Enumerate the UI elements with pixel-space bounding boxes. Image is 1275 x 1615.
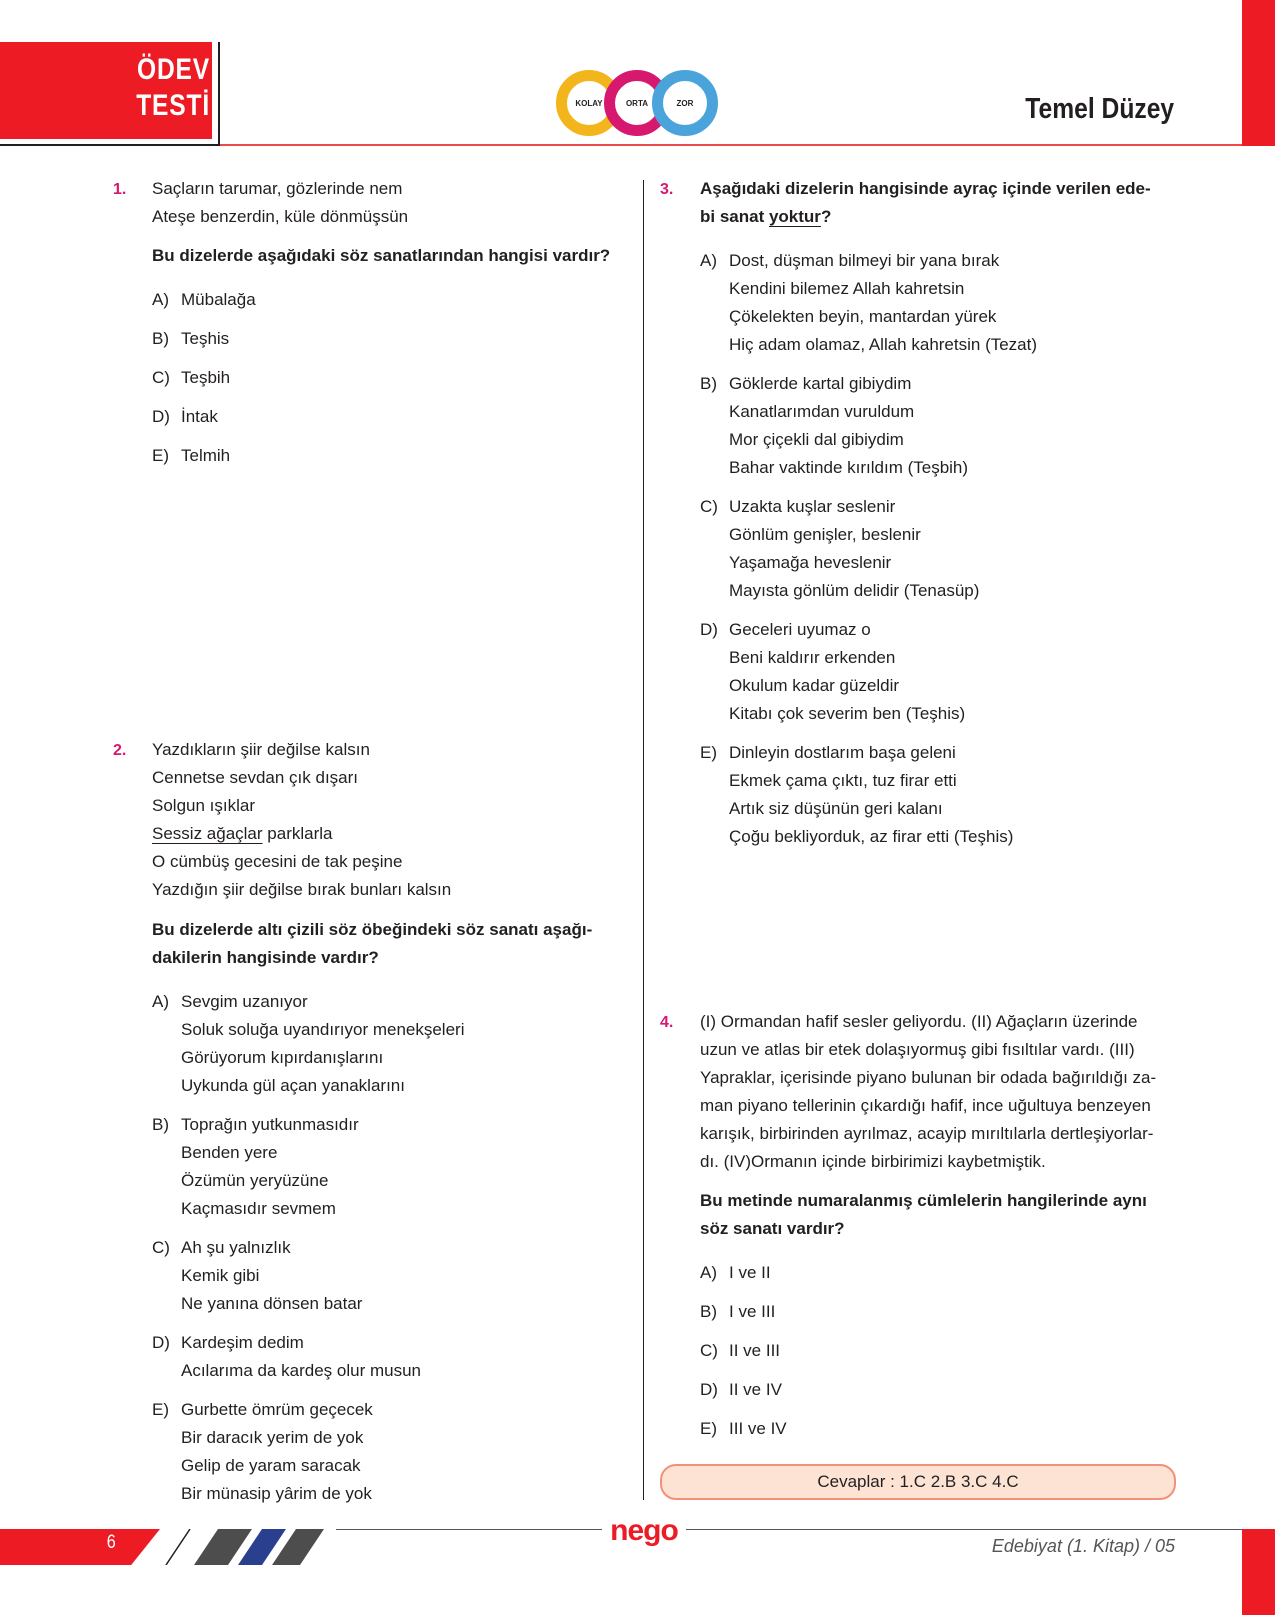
option-line: Ah şu yalnızlık bbox=[181, 1238, 291, 1257]
question-number: 4. bbox=[660, 1014, 674, 1031]
option-line: Bahar vaktinde kırıldım (Teşbih) bbox=[729, 458, 969, 477]
question-prompt: Bu metinde numaralanmış cümlelerin hangilerinde aynı bbox=[700, 1191, 1147, 1210]
right-edge-bar-top bbox=[1242, 0, 1275, 146]
option-line: Mor çiçekli dal gibiydim bbox=[729, 430, 904, 449]
stem-line: Cennetse sevdan çık dışarı bbox=[152, 768, 359, 787]
option-letter: D) bbox=[700, 620, 718, 639]
option-line: Görüyorum kıpırdanışlarını bbox=[181, 1048, 384, 1067]
stem-line-rest: parklarla bbox=[262, 824, 333, 843]
option-line: Dinleyin dostlarım başa geleni bbox=[729, 743, 956, 762]
passage-line: karışık, birbirinden ayrılmaz, acayip mırıltılarla dertleşiyorlar- bbox=[700, 1124, 1154, 1143]
option-letter: B) bbox=[700, 374, 717, 393]
question-prompt: dakilerin hangisinde vardır? bbox=[152, 948, 379, 967]
right-edge-bar-bottom bbox=[1242, 1529, 1275, 1615]
option-letter: A) bbox=[700, 1263, 717, 1282]
option-letter: A) bbox=[152, 992, 169, 1011]
option-letter: E) bbox=[700, 743, 717, 762]
option-line: Bir daracık yerim de yok bbox=[181, 1428, 364, 1447]
publisher-logo-text: nego bbox=[610, 1514, 678, 1547]
option-line: Kendini bilemez Allah kahretsin bbox=[729, 279, 965, 298]
question-number: 3. bbox=[660, 181, 674, 198]
ring-zor: ZOR bbox=[652, 70, 718, 136]
option-text: Teşhis bbox=[181, 329, 230, 348]
stem-line: Ateşe benzerdin, küle dönmüşsün bbox=[152, 207, 409, 226]
publisher-logo bbox=[602, 1513, 686, 1549]
header-rule-dark bbox=[0, 144, 220, 146]
option-letter: E) bbox=[700, 1419, 717, 1438]
option-line: Dost, düşman bilmeyi bir yana bırak bbox=[729, 251, 1000, 270]
option-text: III ve IV bbox=[729, 1419, 787, 1438]
underlined-word: yoktur bbox=[768, 207, 821, 226]
option-line: Ekmek çama çıktı, tuz firar etti bbox=[729, 771, 957, 790]
option-line: Sevgim uzanıyor bbox=[181, 992, 308, 1011]
option-line: Uzakta kuşlar seslenir bbox=[729, 497, 896, 516]
ring-kolay: KOLAY bbox=[556, 70, 622, 136]
question-number: 2. bbox=[113, 742, 127, 759]
footer-page-tab bbox=[0, 1529, 160, 1565]
difficulty-rings bbox=[556, 70, 720, 136]
option-line: Toprağın yutkunmasıdır bbox=[181, 1115, 359, 1134]
option-line: Ne yanına dönsen batar bbox=[181, 1294, 363, 1313]
option-line: Mayısta gönlüm delidir (Tenasüp) bbox=[729, 581, 980, 600]
passage-line: Yapraklar, içerisinde piyano bulunan bir odada bağırıldığı za- bbox=[700, 1068, 1157, 1087]
option-letter: D) bbox=[152, 407, 170, 426]
option-letter: E) bbox=[152, 1400, 169, 1419]
option-letter: B) bbox=[152, 329, 169, 348]
stem-line-underlined bbox=[152, 820, 332, 848]
stem-line: Solgun ışıklar bbox=[152, 796, 255, 815]
option-line: Göklerde kartal gibiydim bbox=[729, 374, 912, 393]
question-number: 1. bbox=[113, 181, 127, 198]
option-letter: A) bbox=[152, 290, 169, 309]
option-text: İntak bbox=[181, 407, 218, 426]
question-prompt: söz sanatı vardır? bbox=[700, 1219, 845, 1238]
stem-line: Saçların tarumar, gözlerinde nem bbox=[152, 179, 403, 198]
option-line: Hiç adam olamaz, Allah kahretsin (Tezat) bbox=[729, 335, 1038, 354]
option-line: Çökelekten beyin, mantardan yürek bbox=[729, 307, 997, 326]
passage-line: man piyano tellerinin çıkardığı hafif, ince uğultuya benzeyen bbox=[700, 1096, 1151, 1115]
option-letter: A) bbox=[700, 251, 717, 270]
passage-line: dı. (IV)Ormanın içinde birbirimizi kaybetmiştik. bbox=[700, 1152, 1046, 1171]
badge-line-1: ÖDEV bbox=[136, 53, 210, 86]
option-line: Gurbette ömrüm geçecek bbox=[181, 1400, 373, 1419]
option-line: Acılarıma da kardeş olur musun bbox=[181, 1361, 421, 1380]
option-letter: D) bbox=[152, 1333, 170, 1352]
option-line: Kitabı çok severim ben (Teşhis) bbox=[729, 704, 966, 723]
option-letter: E) bbox=[152, 446, 169, 465]
option-letter: C) bbox=[152, 368, 170, 387]
stem-line: Yazdıkların şiir değilse kalsın bbox=[152, 740, 370, 759]
option-line: Gelip de yaram saracak bbox=[181, 1456, 361, 1475]
prompt-text: bi sanat bbox=[700, 207, 769, 226]
option-line: Yaşamağa heveslenir bbox=[729, 553, 892, 572]
stem-line: O cümbüş gecesini de tak peşine bbox=[152, 852, 403, 871]
option-line: Bir münasip yârim de yok bbox=[181, 1484, 372, 1503]
badge-line-2: TESTİ bbox=[136, 89, 210, 122]
prompt-text: ? bbox=[820, 207, 832, 226]
option-letter: B) bbox=[700, 1302, 717, 1321]
option-line: Benden yere bbox=[181, 1143, 278, 1162]
question-prompt: Aşağıdaki dizelerin hangisinde ayraç içinde verilen ede- bbox=[700, 179, 1151, 198]
page-number: 6 bbox=[106, 1532, 116, 1553]
homework-badge-text bbox=[136, 52, 210, 124]
option-letter: C) bbox=[152, 1238, 170, 1257]
book-label: Edebiyat (1. Kitap) / 05 bbox=[991, 1536, 1175, 1556]
ring-orta: ORTA bbox=[604, 70, 670, 136]
option-line: Kanatlarımdan vuruldum bbox=[729, 402, 915, 421]
header-rule-red bbox=[220, 144, 1242, 146]
answer-key: Cevaplar : 1.C 2.B 3.C 4.C bbox=[660, 1464, 1176, 1500]
option-text: Telmih bbox=[181, 446, 231, 465]
option-line: Geceleri uyumaz o bbox=[729, 620, 871, 639]
passage-line: uzun ve atlas bir etek dolaşıyormuş gibi fısıltılar vardı. (III) bbox=[700, 1040, 1135, 1059]
question-prompt: Bu dizelerde altı çizili söz öbeğindeki söz sanatı aşağı- bbox=[152, 920, 593, 939]
option-text: II ve IV bbox=[729, 1380, 782, 1399]
option-text: I ve II bbox=[729, 1263, 771, 1282]
option-line: Özümün yeryüzüne bbox=[181, 1171, 329, 1190]
option-line: Beni kaldırır erkenden bbox=[729, 648, 896, 667]
option-line: Kemik gibi bbox=[181, 1266, 260, 1285]
option-line: Kardeşim dedim bbox=[181, 1333, 304, 1352]
column-separator bbox=[643, 180, 644, 1500]
stem-line: Yazdığın şiir değilse bırak bunları kalsın bbox=[152, 880, 452, 899]
option-text: I ve III bbox=[729, 1302, 776, 1321]
option-line: Okulum kadar güzeldir bbox=[729, 676, 900, 695]
option-line: Çoğu bekliyorduk, az firar etti (Teşhis) bbox=[729, 827, 1014, 846]
question-prompt: Bu dizelerde aşağıdaki söz sanatlarından hangisi vardır? bbox=[152, 246, 611, 265]
underlined-phrase: Sessiz ağaçlar bbox=[152, 824, 263, 843]
option-letter: C) bbox=[700, 497, 718, 516]
option-line: Soluk soluğa uyandırıyor menekşeleri bbox=[181, 1020, 465, 1039]
option-text: II ve III bbox=[729, 1341, 781, 1360]
footer-rule bbox=[336, 1529, 1242, 1530]
option-line: Kaçmasıdır sevmem bbox=[181, 1199, 336, 1218]
badge-divider bbox=[218, 42, 220, 144]
option-line: Artık siz düşünün geri kalanı bbox=[729, 799, 943, 818]
question-prompt-line2 bbox=[700, 203, 831, 231]
option-text: Mübalağa bbox=[181, 290, 256, 309]
option-line: Uykunda gül açan yanaklarını bbox=[181, 1076, 405, 1095]
option-letter: B) bbox=[152, 1115, 169, 1134]
passage-line: (I) Ormandan hafif sesler geliyordu. (II) Ağaçların üzerinde bbox=[700, 1012, 1138, 1031]
option-letter: C) bbox=[700, 1341, 718, 1360]
level-title: Temel Düzey bbox=[1025, 93, 1174, 125]
option-letter: D) bbox=[700, 1380, 718, 1399]
option-line: Gönlüm genişler, beslenir bbox=[729, 525, 921, 544]
footer-stripes-icon bbox=[160, 1529, 340, 1565]
option-text: Teşbih bbox=[181, 368, 231, 387]
